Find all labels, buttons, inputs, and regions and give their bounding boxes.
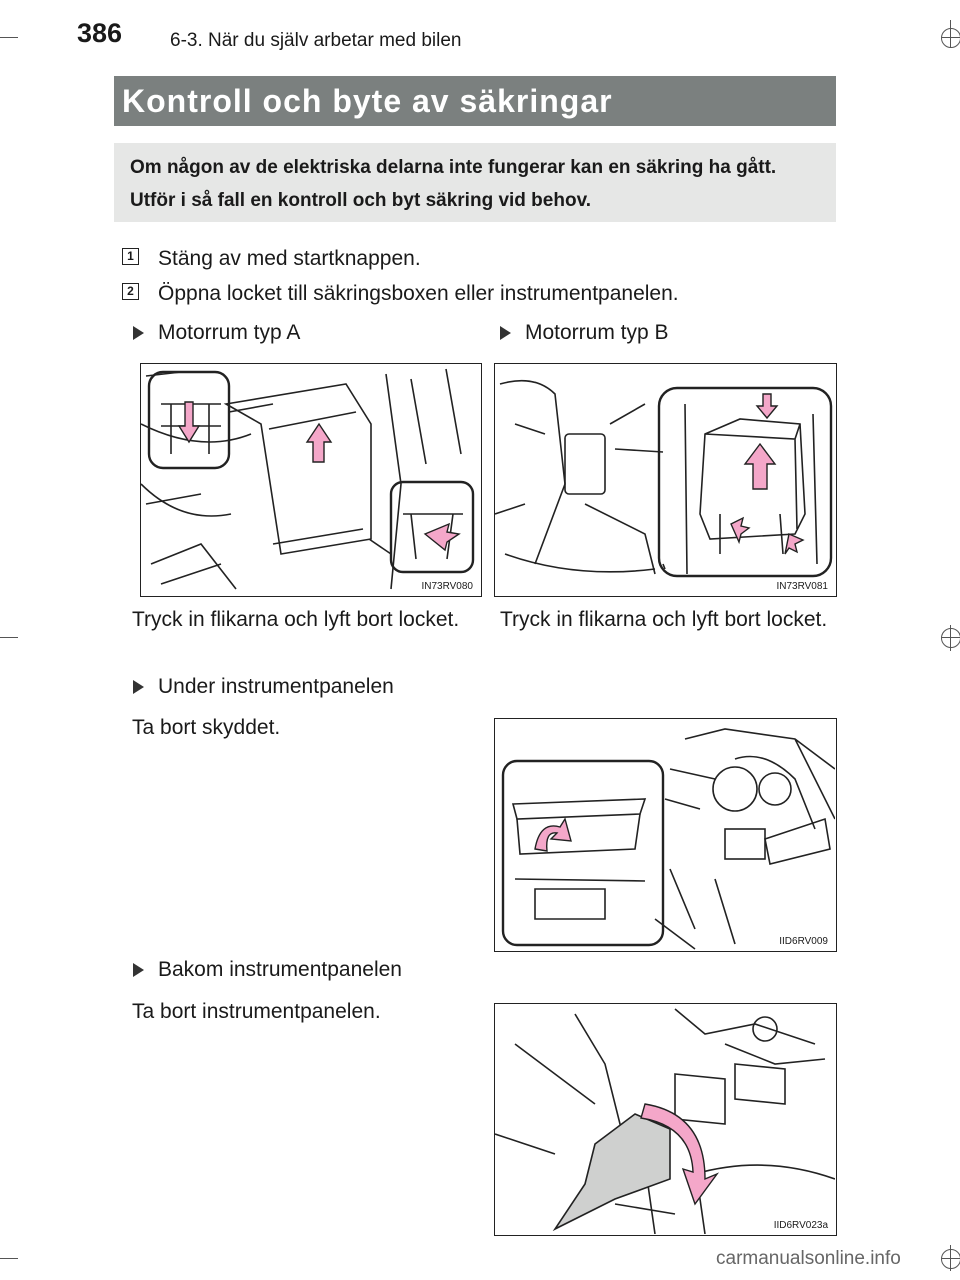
step-number-badge: 2	[122, 283, 139, 300]
behind-panel-illustration	[495, 1004, 835, 1234]
figure-code: IID6RV009	[779, 936, 828, 947]
crop-circle	[941, 28, 960, 48]
running-head: 6-3. När du själv arbetar med bilen	[170, 30, 462, 51]
figure-under-panel	[494, 718, 837, 952]
instruction-under-panel: Ta bort skyddet.	[132, 716, 281, 739]
crop-mark	[0, 1258, 18, 1259]
figure-engine-bay-type-a	[140, 363, 482, 597]
caption-type-b: Tryck in flikarna och lyft bort locket.	[500, 608, 828, 631]
subheading-label: Under instrumentpanelen	[158, 675, 394, 698]
engine-bay-b-illustration	[495, 364, 835, 595]
bullet-triangle-icon	[500, 326, 511, 340]
subheading-type-a	[133, 321, 300, 345]
crop-mark	[0, 37, 18, 38]
section-title: Kontroll och byte av säkringar	[114, 76, 836, 126]
footer-watermark[interactable]: carmanualsonline.info	[716, 1248, 901, 1269]
subheading-label: Bakom instrumentpanelen	[158, 958, 402, 981]
caption-type-a: Tryck in flikarna och lyft bort locket.	[132, 608, 460, 631]
step-text: Öppna locket till säkringsboxen eller instrumentpanelen.	[158, 282, 679, 305]
subheading-behind-panel	[133, 958, 402, 982]
bullet-triangle-icon	[133, 680, 144, 694]
step-number-badge: 1	[122, 248, 139, 265]
instruction-behind-panel: Ta bort instrumentpanelen.	[132, 1000, 381, 1023]
engine-bay-a-illustration	[141, 364, 480, 595]
under-panel-illustration	[495, 719, 835, 950]
crop-circle	[941, 628, 960, 648]
bullet-triangle-icon	[133, 963, 144, 977]
subheading-under-panel	[133, 675, 394, 699]
page-number: 386	[77, 18, 123, 48]
figure-code: IN73RV080	[421, 581, 473, 592]
figure-code: IID6RV023a	[773, 1220, 828, 1231]
figure-code: IN73RV081	[776, 581, 828, 592]
crop-circle	[941, 1249, 960, 1269]
figure-behind-panel	[494, 1003, 837, 1236]
subheading-label: Motorrum typ B	[525, 321, 669, 344]
intro-box: Om någon av de elektriska delarna inte fungerar kan en säkring ha gått. Utför i så fall en kontroll och byt säkring vid behov.	[114, 143, 836, 222]
subheading-label: Motorrum typ A	[158, 321, 301, 344]
figure-engine-bay-type-b	[494, 363, 837, 597]
bullet-triangle-icon	[133, 326, 144, 340]
step-text: Stäng av med startknappen.	[158, 247, 421, 270]
crop-mark	[0, 637, 18, 638]
subheading-type-b	[500, 321, 669, 345]
